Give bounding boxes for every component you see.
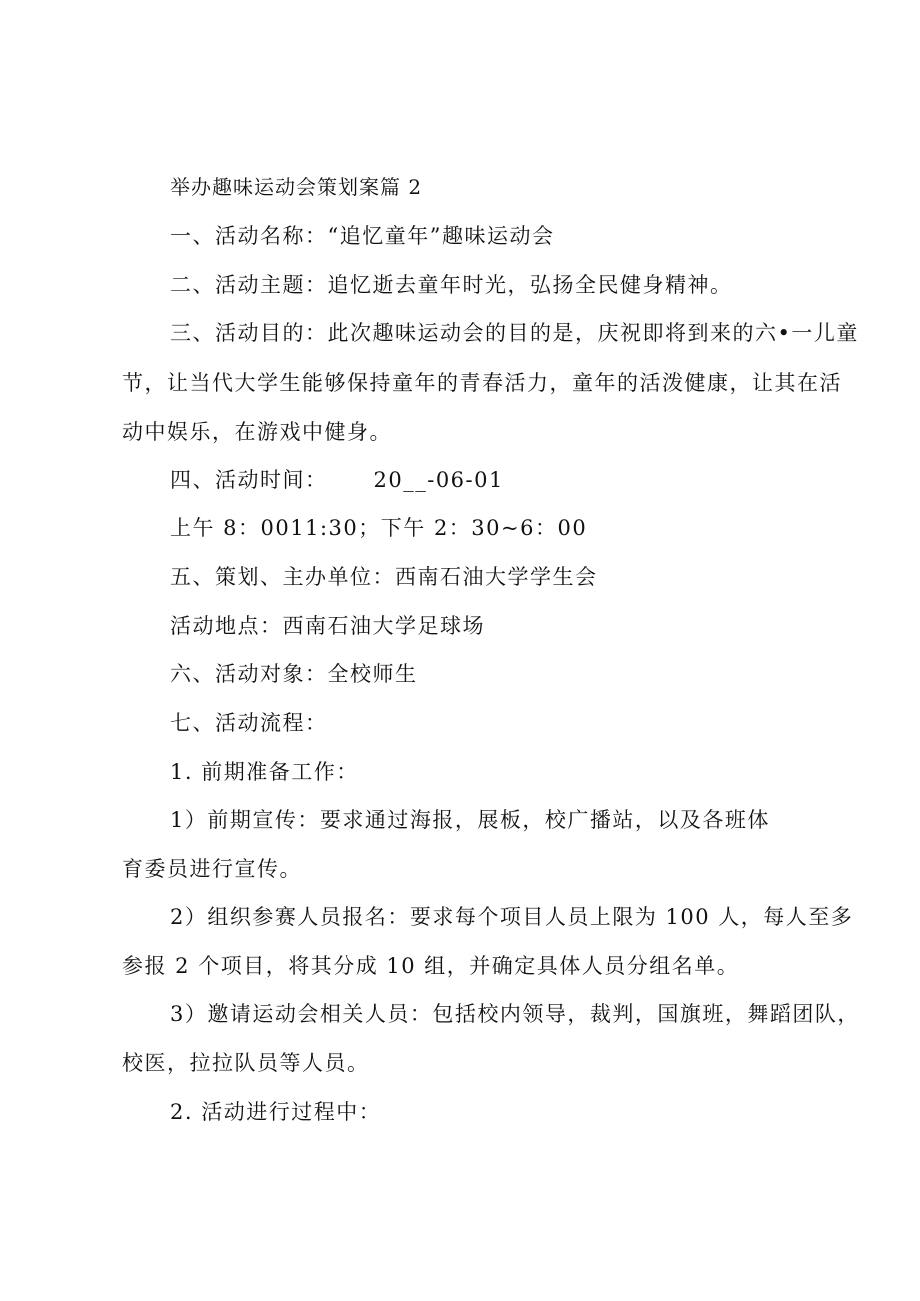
document-title: 举办趣味运动会策划案篇 2 xyxy=(170,175,423,199)
item-activity-time xyxy=(170,466,504,494)
activity-location: 活动地点：西南石油大学足球场 xyxy=(170,614,485,638)
step-in-progress: 2. 活动进行过程中： xyxy=(170,1100,382,1124)
item-activity-purpose-line1: 三、活动目的：此次趣味运动会的目的是，庆祝即将到来的六•一儿童 xyxy=(170,321,859,345)
step-publicity-line2: 育委员进行宣传。 xyxy=(122,857,302,881)
activity-date: 20__-06-01 xyxy=(373,468,504,492)
item-activity-theme: 二、活动主题：追忆逝去童年时光，弘扬全民健身精神。 xyxy=(170,273,733,297)
step-invitation-line1: 3）邀请运动会相关人员：包括校内领导，裁判，国旗班，舞蹈团队， xyxy=(170,1002,860,1026)
step-registration-line1: 2）组织参赛人员报名：要求每个项目人员上限为 100 人，每人至多 xyxy=(170,905,854,929)
step-publicity-line1: 1）前期宣传：要求通过海报，展板，校广播站，以及各班体 xyxy=(170,808,770,832)
item-organizer: 五、策划、主办单位：西南石油大学学生会 xyxy=(170,565,598,589)
step-preparation: 1. 前期准备工作： xyxy=(170,760,359,784)
step-registration-line2: 参报 2 个项目，将其分成 10 组，并确定具体人员分组名单。 xyxy=(122,954,740,978)
step-invitation-line2: 校医，拉拉队员等人员。 xyxy=(122,1051,370,1075)
item-activity-name: 一、活动名称：“追忆童年”趣味运动会 xyxy=(170,224,555,248)
activity-time-label: 四、活动时间： xyxy=(170,468,328,492)
item-activity-purpose-line3: 动中娱乐，在游戏中健身。 xyxy=(122,420,392,444)
activity-time-range: 上午 8：0011:30；下午 2：30~6：00 xyxy=(170,516,588,540)
item-activity-purpose-line2: 节，让当代大学生能够保持童年的青春活力，童年的活泼健康，让其在活 xyxy=(122,371,842,395)
item-audience: 六、活动对象：全校师生 xyxy=(170,662,418,686)
item-process: 七、活动流程： xyxy=(170,711,328,735)
